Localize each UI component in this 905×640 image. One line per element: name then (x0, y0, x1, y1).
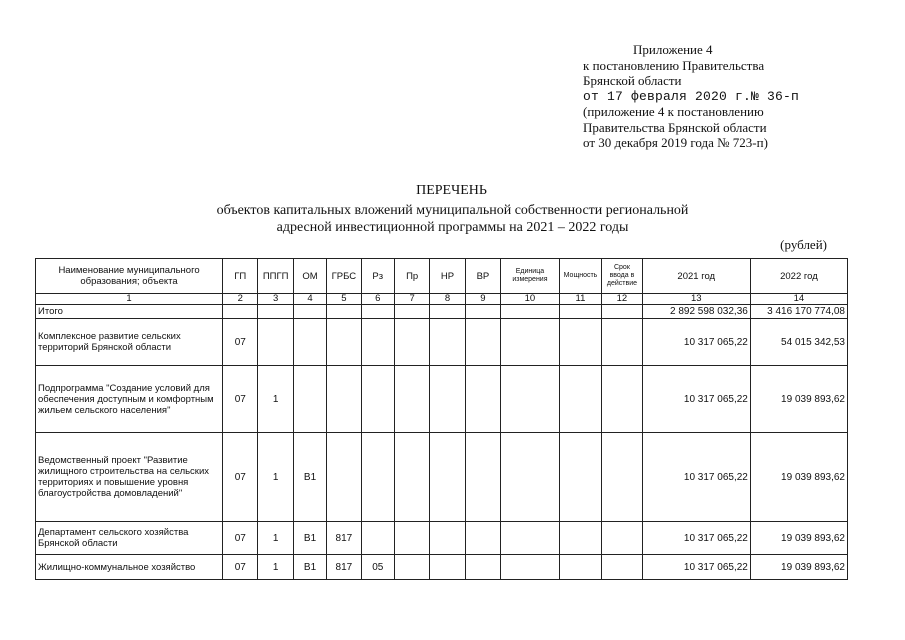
col-number: 7 (394, 294, 429, 305)
cell-rz: 05 (361, 555, 394, 580)
col-header: Срок ввода в действие (602, 259, 642, 294)
col-header: Единица измерения (501, 259, 560, 294)
col-number: 13 (642, 294, 750, 305)
col-number: 11 (559, 294, 601, 305)
appendix-line: Правительства Брянской области (583, 119, 767, 135)
table-row (36, 319, 848, 366)
cell-gp: 07 (223, 522, 258, 555)
cell-2021: 10 317 065,22 (642, 522, 750, 555)
col-number: 6 (361, 294, 394, 305)
col-number: 2 (223, 294, 258, 305)
col-number: 8 (430, 294, 465, 305)
cell-2022: 19 039 893,62 (750, 366, 847, 433)
cell-2021: 10 317 065,22 (642, 555, 750, 580)
object-name: Комплексное развитие сельских территорий Брянской области (36, 319, 223, 366)
cell-ppgp (258, 319, 293, 366)
cell-om: В1 (293, 555, 326, 580)
cell-grbs (327, 366, 361, 433)
col-header: Наименование муниципального образования; объекта (36, 259, 223, 294)
cell-rz (361, 522, 394, 555)
col-header: Пр (394, 259, 429, 294)
table-row (36, 522, 848, 555)
cell-ppgp: 1 (258, 522, 293, 555)
document-subtitle: адресной инвестиционной программы на 2021 – 2022 годы (276, 220, 629, 235)
col-number: 12 (602, 294, 642, 305)
col-header: НР (430, 259, 465, 294)
appendix-line: от 30 декабря 2019 года № 723-п) (583, 135, 768, 150)
col-number: 1 (36, 294, 223, 305)
object-name: Жилищно-коммунальное хозяйство (36, 555, 223, 580)
col-header: ОМ (293, 259, 326, 294)
document-heading: ПЕРЕЧЕНЬ (416, 183, 487, 198)
table-row (36, 555, 848, 580)
cell-rz (361, 366, 394, 433)
col-header: Мощность (559, 259, 601, 294)
cell-ppgp: 1 (258, 366, 293, 433)
appendix-line: Брянской области (583, 73, 682, 88)
header-row (36, 259, 848, 294)
cell-gp: 07 (223, 366, 258, 433)
cell-2022: 54 015 342,53 (750, 319, 847, 366)
cell-2021: 10 317 065,22 (642, 433, 750, 522)
appendix-date-line: от 17 февраля 2020 г.№ 36-п (583, 88, 800, 104)
total-2022: 3 416 170 774,08 (750, 305, 847, 319)
table-row (36, 366, 848, 433)
cell-gp: 07 (223, 555, 258, 580)
total-row (36, 305, 848, 319)
cell-2021: 10 317 065,22 (642, 366, 750, 433)
cell-grbs (327, 319, 361, 366)
appendix-line: (приложение 4 к постановлению (583, 104, 764, 119)
col-header: ВР (465, 259, 500, 294)
cell-2021: 10 317 065,22 (642, 319, 750, 366)
cell-ppgp: 1 (258, 555, 293, 580)
document-subtitle: объектов капитальных вложений муниципальной собственности региональной (216, 203, 689, 218)
col-number: 4 (293, 294, 326, 305)
cell-om (293, 319, 326, 366)
cell-gp: 07 (223, 433, 258, 522)
col-number: 9 (465, 294, 500, 305)
col-header: ГП (223, 259, 258, 294)
col-header: 2022 год (750, 259, 847, 294)
cell-om: В1 (293, 522, 326, 555)
cell-om: В1 (293, 433, 326, 522)
col-header: 2021 год (642, 259, 750, 294)
cell-2022: 19 039 893,62 (750, 433, 847, 522)
cell-ppgp: 1 (258, 433, 293, 522)
col-number: 3 (258, 294, 293, 305)
cell-2022: 19 039 893,62 (750, 522, 847, 555)
cell-rz (361, 319, 394, 366)
col-header: Рз (361, 259, 394, 294)
cell-gp: 07 (223, 319, 258, 366)
col-number: 10 (501, 294, 560, 305)
total-2021: 2 892 598 032,36 (642, 305, 750, 319)
appendix-line: Приложение 4 (633, 42, 713, 57)
column-number-row (36, 294, 848, 305)
col-header: ППГП (258, 259, 293, 294)
units-label: (рублей) (780, 237, 827, 252)
table-row (36, 433, 848, 522)
total-label: Итого (36, 305, 223, 319)
investment-table (35, 258, 848, 580)
cell-grbs (327, 433, 361, 522)
object-name: Ведомственный проект "Развитие жилищного строительства на сельских территориях и повышение уровня благоустройства домовладений" (36, 433, 223, 522)
cell-grbs: 817 (327, 522, 361, 555)
object-name: Подпрограмма "Создание условий для обеспечения доступным и комфортным жильем сельского населения" (36, 366, 223, 433)
object-name: Департамент сельского хозяйства Брянской области (36, 522, 223, 555)
col-number: 5 (327, 294, 361, 305)
cell-om (293, 366, 326, 433)
appendix-line: к постановлению Правительства (583, 57, 765, 73)
cell-rz (361, 433, 394, 522)
col-number: 14 (750, 294, 847, 305)
cell-grbs: 817 (327, 555, 361, 580)
cell-2022: 19 039 893,62 (750, 555, 847, 580)
col-header: ГРБС (327, 259, 361, 294)
appendix-block (583, 42, 799, 151)
